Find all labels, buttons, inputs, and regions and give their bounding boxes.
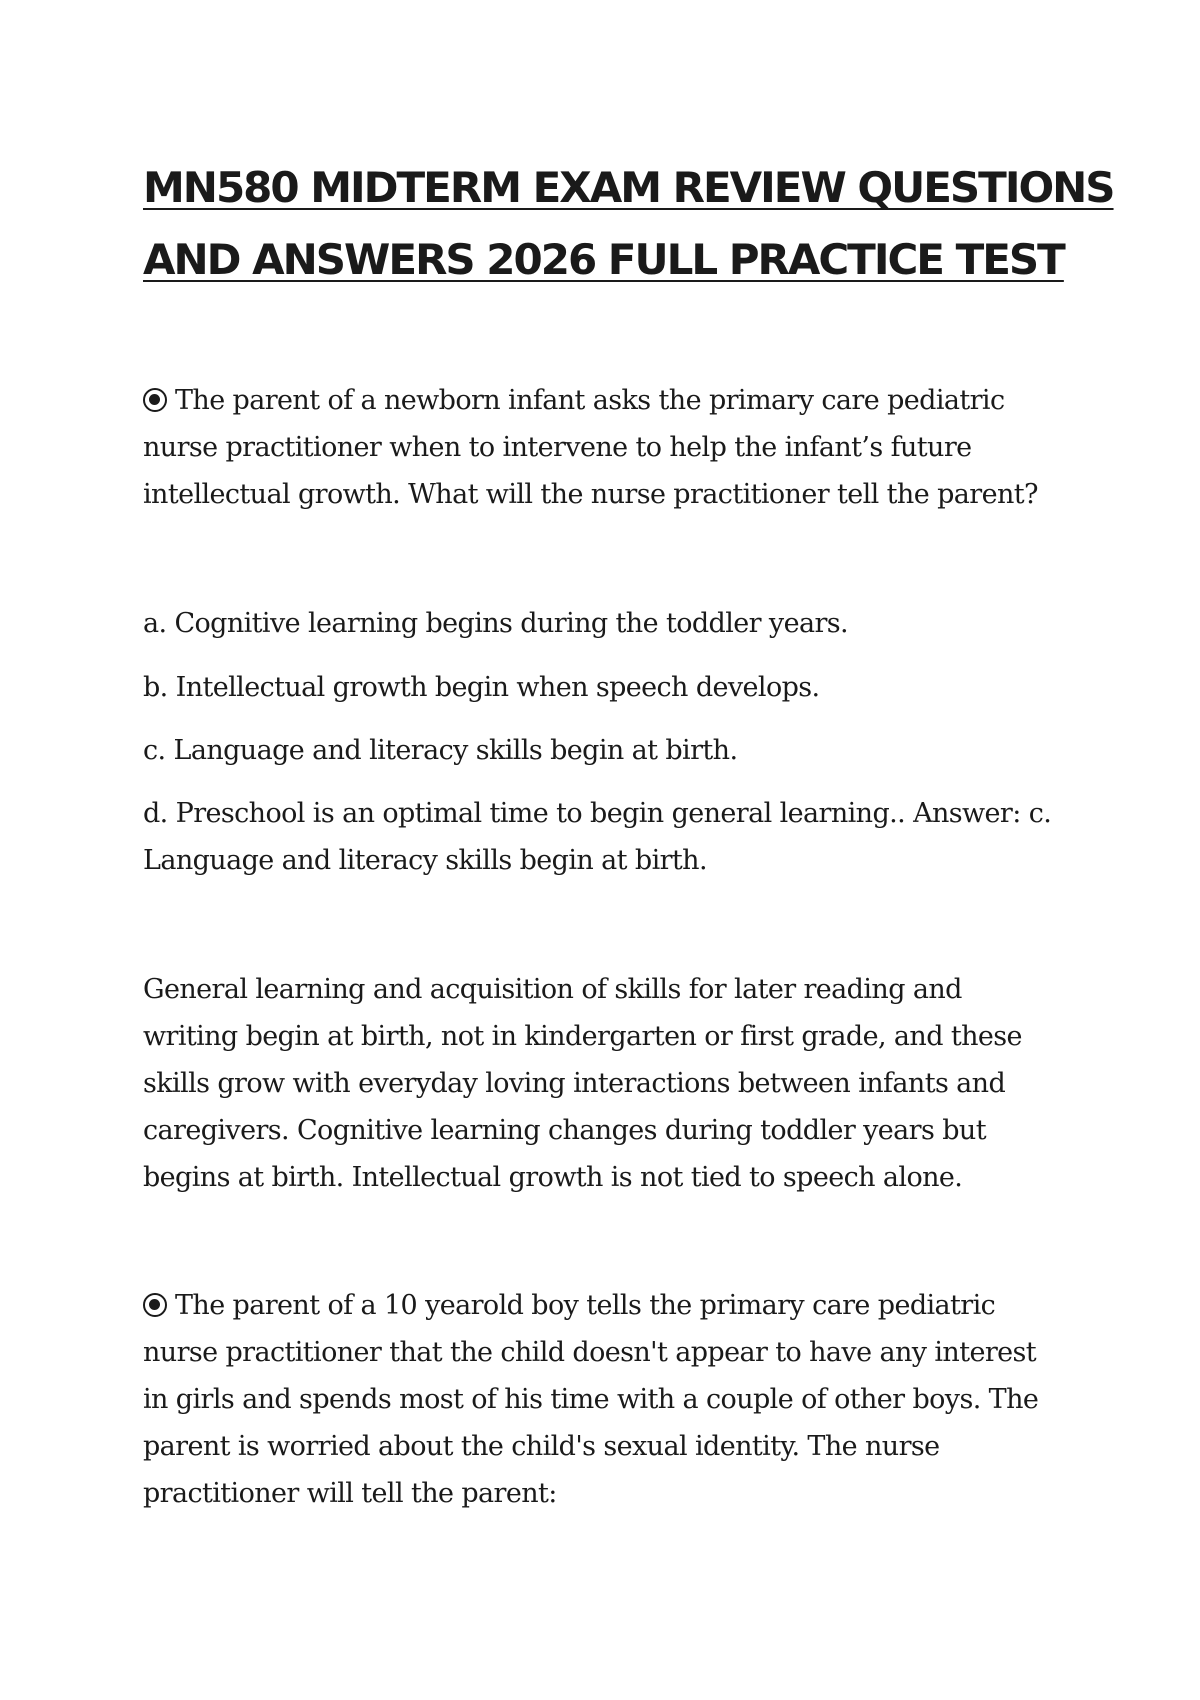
question-2	[143, 1282, 1063, 1517]
question-2-stem: The parent of a 10 yearold boy tells the primary care pediatric nurse practitioner that the child doesn't appear to have any interest in girls and spends most of his time with a couple of other boys. The parent is worried about the child's sexual identity. The nurse practitioner will tell the parent:	[143, 1290, 1039, 1509]
title-line-1: MN580 MIDTERM EXAM REVIEW QUESTIONS	[143, 163, 1114, 212]
question-1-option-a: a. Cognitive learning begins during the toddler years.	[143, 608, 849, 639]
title-line-2: AND ANSWERS 2026 FULL PRACTICE TEST	[143, 235, 1064, 284]
question-1-option-c: c. Language and literacy skills begin at birth.	[143, 735, 738, 766]
radio-bullet-icon	[143, 1293, 167, 1317]
question-1-stem: The parent of a newborn infant asks the primary care pediatric nurse practitioner when to intervene to help the infant’s future intellectual growth. What will the nurse practitioner tell the parent?	[143, 385, 1038, 510]
document-title	[143, 152, 1114, 296]
radio-bullet-icon	[143, 388, 167, 412]
question-1	[143, 377, 1063, 518]
question-1-option-b: b. Intellectual growth begin when speech develops.	[143, 672, 820, 703]
question-1-option-d-with-answer: d. Preschool is an optimal time to begin general learning.. Answer: c. Language and literacy skills begin at birth.	[143, 798, 1052, 876]
question-1-rationale: General learning and acquisition of skills for later reading and writing begin at birth, not in kindergarten or first grade, and these skills grow with everyday loving interactions between infants and caregivers. Cognitive learning changes during toddler years but begins at birth. Intellectual growth is not tied to speech alone.	[143, 974, 1022, 1193]
